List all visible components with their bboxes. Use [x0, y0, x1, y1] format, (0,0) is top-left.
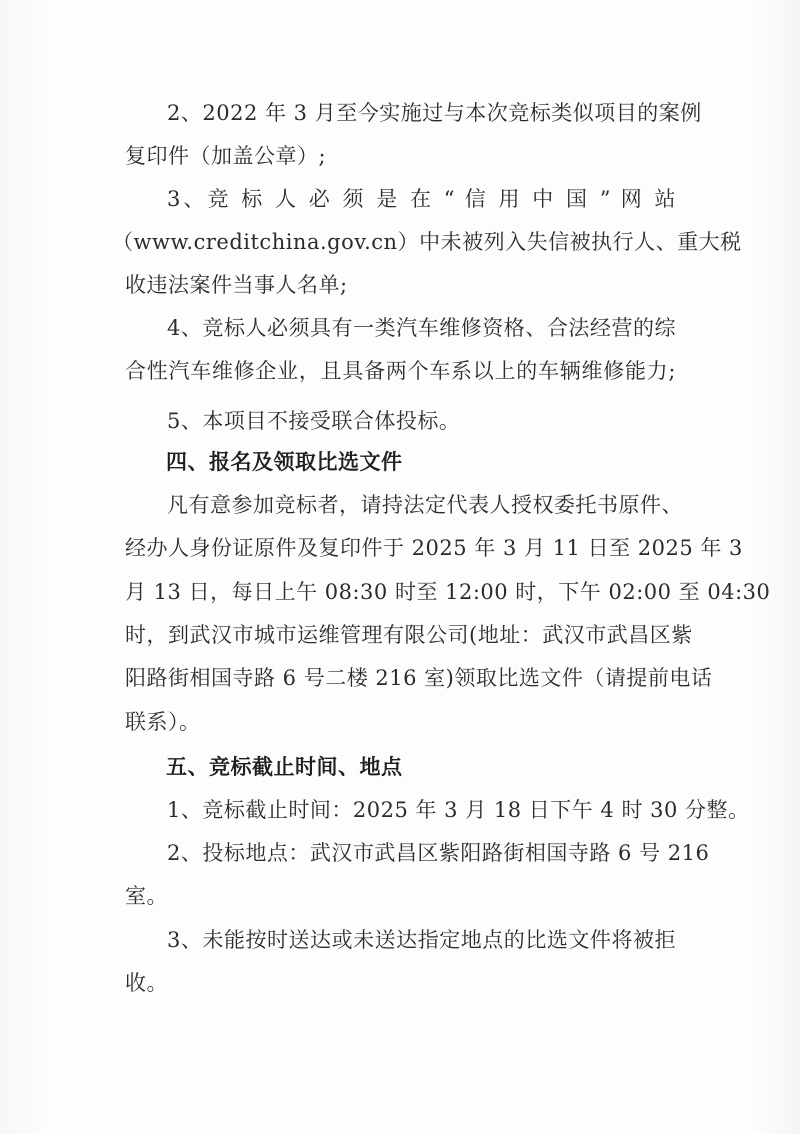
- qualification-item-2-line-2: 复印件（加盖公章）;: [125, 144, 327, 168]
- registration-paragraph-line-2: 经办人身份证原件及复印件于 2025 年 3 月 11 日至 2025 年 3: [125, 536, 743, 560]
- registration-paragraph-line-5: 阳路街相国寺路 6 号二楼 216 室)领取比选文件（请提前电话: [125, 666, 713, 690]
- deadline-item-3-line-1: 3、未能按时送达或未送达指定地点的比选文件将被拒: [167, 928, 676, 952]
- deadline-item-2-line-1: 2、投标地点：武汉市武昌区紫阳路街相国寺路 6 号 216: [167, 841, 710, 865]
- qualification-item-3-line-1: 3、竞 标 人 必 须 是 在 “ 信 用 中 国 ” 网 站: [167, 187, 676, 211]
- qualification-item-2-line-1: 2、2022 年 3 月至今实施过与本次竞标类似项目的案例: [167, 101, 702, 125]
- section-heading-deadline: 五、竞标截止时间、地点: [166, 755, 403, 779]
- registration-paragraph-line-3: 月 13 日，每日上午 08:30 时至 12:00 时，下午 02:00 至 04:30: [125, 580, 771, 604]
- registration-paragraph-line-6: 联系）。: [125, 710, 201, 734]
- qualification-item-4-line-1: 4、竞标人必须具有一类汽车维修资格、合法经营的综: [167, 316, 676, 340]
- registration-paragraph-line-4: 时，到武汉市城市运维管理有限公司(地址：武汉市武昌区紫: [125, 623, 693, 647]
- qualification-item-5: 5、本项目不接受联合体投标。: [167, 409, 461, 433]
- qualification-item-3-line-3: 收违法案件当事人名单;: [125, 273, 348, 297]
- registration-paragraph-line-1: 凡有意参加竞标者，请持法定代表人授权委托书原件、: [167, 493, 683, 517]
- section-heading-registration: 四、报名及领取比选文件: [166, 450, 403, 474]
- qualification-item-4-line-2: 合性汽车维修企业，且具备两个车系以上的车辆维修能力;: [125, 359, 676, 383]
- deadline-item-2-line-2: 室。: [125, 884, 168, 908]
- qualification-item-3-line-2: （www.creditchina.gov.cn）中未被列入失信被执行人、重大税: [112, 230, 742, 254]
- deadline-item-3-line-2: 收。: [125, 971, 168, 995]
- deadline-item-1: 1、竞标截止时间：2025 年 3 月 18 日下午 4 时 30 分整。: [167, 798, 750, 822]
